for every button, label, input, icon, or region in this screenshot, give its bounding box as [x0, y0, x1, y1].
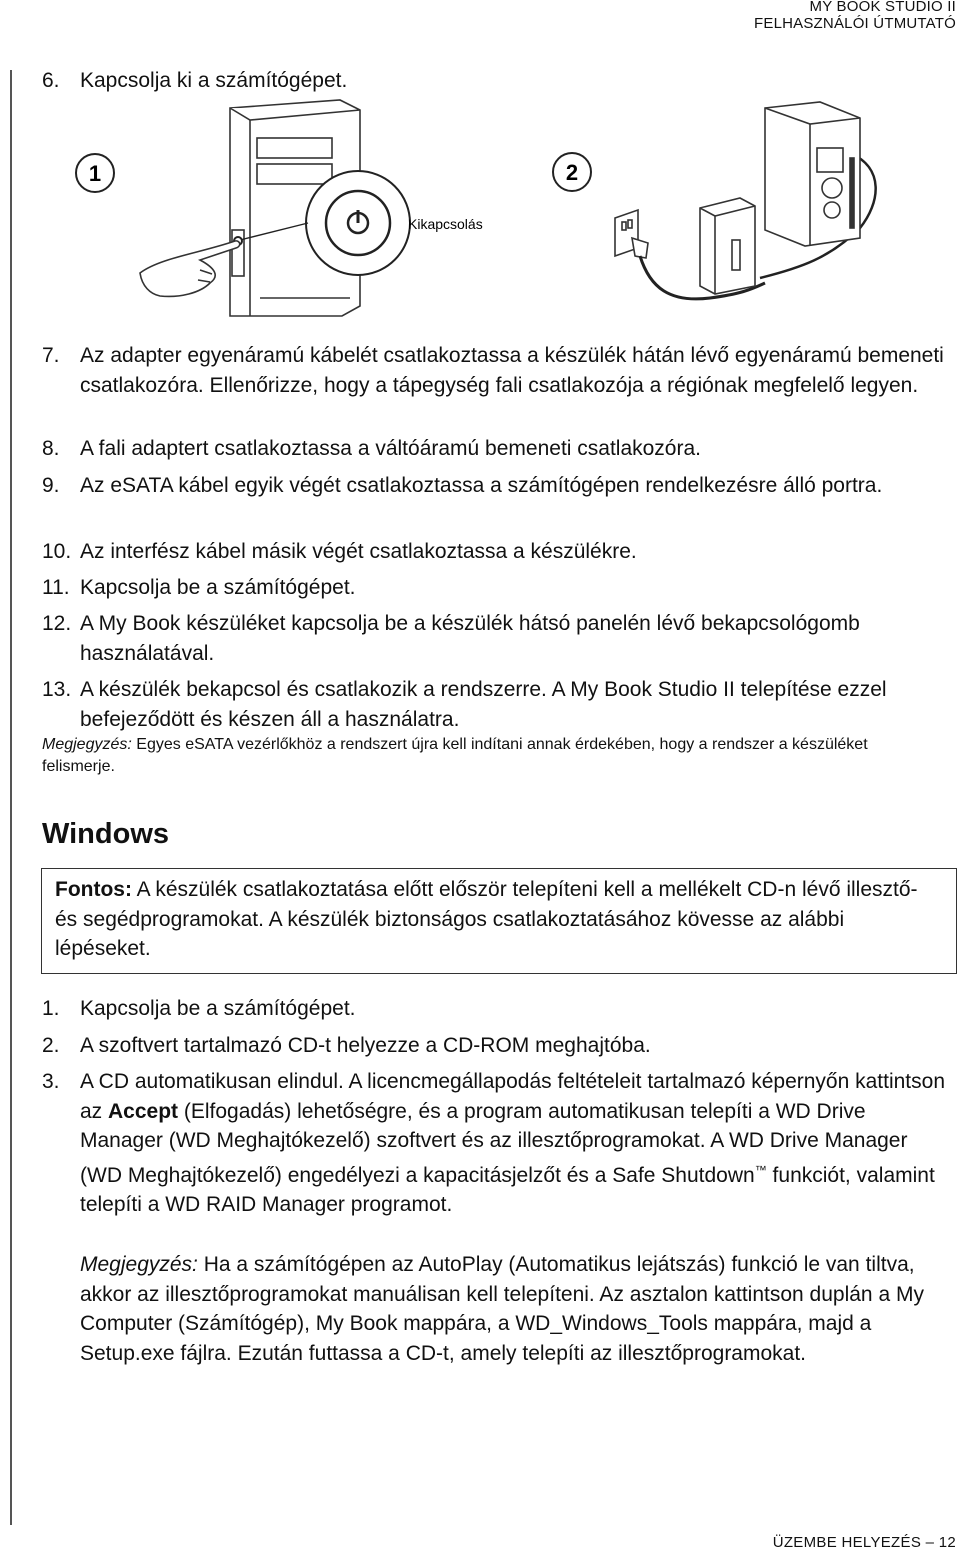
- step-number-2: [553, 153, 591, 191]
- note-label: Megjegyzés:: [80, 1253, 198, 1276]
- svg-text:1: 1: [88, 161, 102, 186]
- margin-rule: [10, 70, 12, 1525]
- important-box: [41, 868, 957, 974]
- hand: [140, 241, 240, 297]
- note-label: Megjegyzés:: [42, 736, 132, 753]
- note: [42, 734, 942, 778]
- trademark: ™: [754, 1162, 767, 1177]
- step-number-1: [76, 154, 114, 192]
- header-product: MY BOOK STUDIO II: [809, 0, 956, 15]
- accept-term: Accept: [108, 1099, 179, 1123]
- note-text: Ha a számítógépen az AutoPlay (Automatikus lejátszás) funkció le van tiltva, akkor az illesztőprogramokat manuálisan kell telepíteni. Az asztalon kattintson duplán a My Computer (Számítógép), My Book mappára, a WD_Windows_Tools mappára, majd a Setup.exe fájlra. Ezután futtassa a CD-t, amely telepíti az illesztőprogramokat.: [80, 1253, 924, 1365]
- power-off-illustration: [60, 98, 910, 326]
- note-autoplay: [80, 1250, 950, 1368]
- svg-text:2: 2: [565, 160, 579, 185]
- section-title: Windows: [42, 818, 170, 850]
- my-book-drive: [700, 198, 755, 294]
- computer-rear: [765, 102, 860, 246]
- wall-outlet: [615, 210, 648, 258]
- important-label: Fontos:: [55, 878, 132, 901]
- page-footer: ÜZEMBE HELYEZÉS – 12: [772, 1534, 956, 1551]
- important-text: A készülék csatlakoztatása előtt először telepíteni kell a mellékelt CD-n lévő illesztő- és segédprogramokat. A készülék biztonságos csatlakoztatásához kövesse az alábbi lépéseket.: [55, 878, 918, 960]
- running-header: [754, 0, 956, 32]
- header-manual: FELHASZNÁLÓI ÚTMUTATÓ: [754, 15, 956, 32]
- figure-caption: Kikapcsolás: [408, 216, 483, 232]
- note-text: Egyes eSATA vezérlőkhöz a rendszert újra kell indítani annak érdekében, hogy a rendszer a készüléket felismerje.: [42, 736, 868, 775]
